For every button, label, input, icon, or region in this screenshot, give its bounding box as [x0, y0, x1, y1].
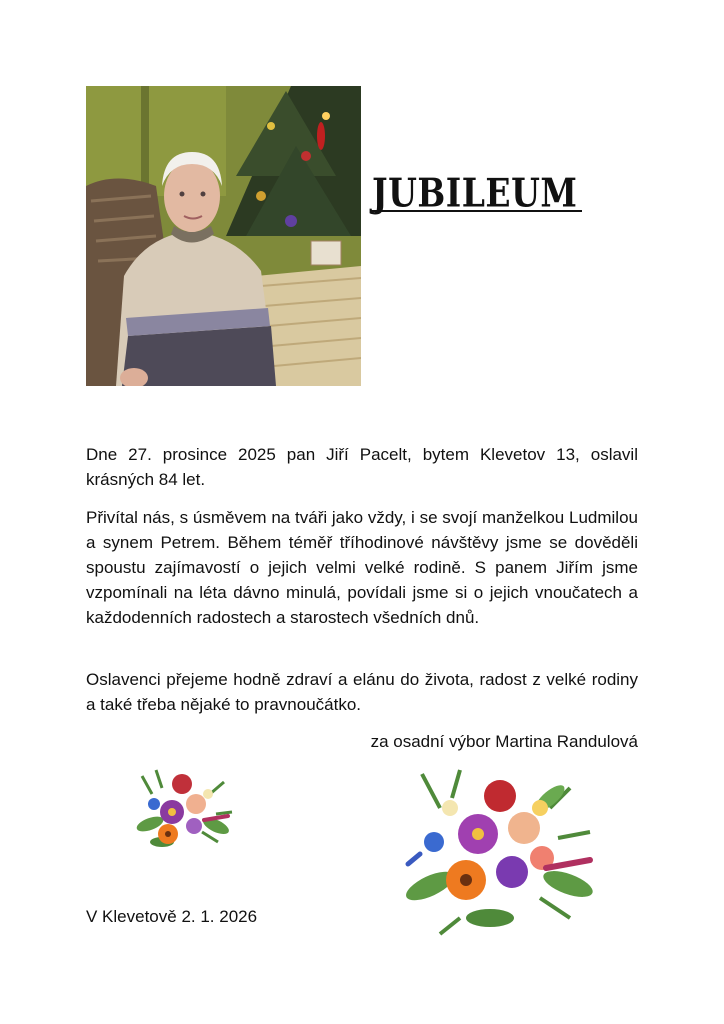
place-and-date: V Klevetově 2. 1. 2026	[86, 907, 258, 926]
flower-bouquet-icon	[132, 764, 236, 854]
page-title: JUBILEUM	[372, 170, 578, 217]
portrait-photo	[86, 86, 361, 386]
paragraph-birthday: Dne 27. prosince 2025 pan Jiří Pacelt, bytem Klevetov 13, oslavil krásných 84 let.	[86, 445, 638, 489]
paragraph-wishes: Oslavenci přejeme hodně zdraví a elánu do života, radost z velké rodiny a také třeba nějaké to pravnoučátko.	[86, 670, 638, 714]
flower-bouquet-icon	[400, 768, 596, 936]
flower-bouquet-large	[400, 768, 596, 936]
flower-bouquet-small	[132, 764, 236, 854]
signature: za osadní výbor Martina Randulová	[370, 732, 638, 751]
portrait-photo-icon	[86, 86, 361, 386]
title-underline	[371, 210, 582, 212]
paragraph-visit: Přivítal nás, s úsměvem na tváři jako vždy, i se svojí manželkou Ludmilou a synem Petrem. Během téměř tříhodinové návštěvy jsme se dověděli spoustu zajímavostí o jejich velmi velké rodině. S panem Jiřím jsme vzpomínali na léta dávno minulá, povídali jsme si o jejich vnoučatech a každodenních radostech a starostech všedních dnů.	[86, 508, 638, 627]
